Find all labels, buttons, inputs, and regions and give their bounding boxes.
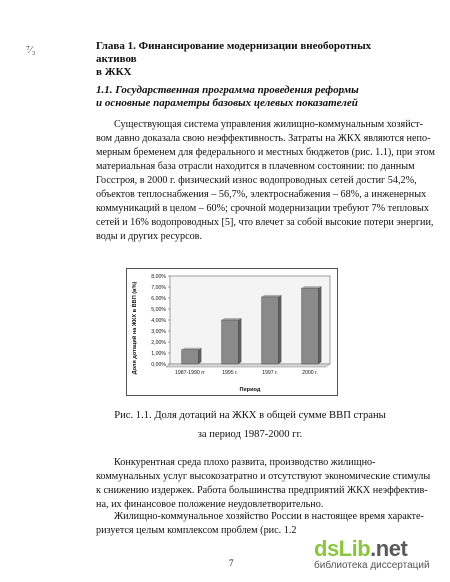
bar-chart — [126, 268, 338, 396]
bar — [262, 297, 279, 364]
bar-side — [318, 286, 321, 364]
figure-caption — [90, 406, 410, 444]
y-tick-label: 4,00% — [151, 317, 166, 324]
watermark-subtitle: библиотека диссертаций — [314, 560, 430, 571]
y-tick-label: 8,00% — [151, 273, 166, 280]
chart-floor — [166, 364, 330, 367]
section-title — [96, 84, 396, 110]
paragraph-line: Госстроя, в 2000 г. физический износ водопроводных сетей достиг 54,2%, — [96, 175, 417, 186]
paragraph-line: сетей и 16% водопроводных [5], что влечет за собой высокие потери энергии, — [96, 217, 434, 228]
x-tick-label: 2000 г. — [302, 370, 318, 376]
caption-line2: за период 1987-2000 гг. — [197, 429, 303, 440]
paragraph-line: мерным бременем для федерального и местных бюджетов (рис. 1.1), при этом — [96, 147, 435, 158]
bar-top — [182, 348, 202, 350]
paragraph-line: коммунальных услуг высокозатратно и отсутствуют экономические стимулы — [96, 471, 431, 482]
paragraph-2 — [96, 456, 431, 512]
bar — [222, 320, 239, 364]
y-tick-label: 2,00% — [151, 339, 166, 346]
bar — [302, 288, 319, 364]
bar-top — [262, 295, 282, 297]
page-number: 7 — [229, 558, 234, 568]
chapter-title — [96, 40, 396, 79]
section-title-line1: 1.1. Государственная программа проведения реформы — [96, 84, 359, 96]
paragraph-line: коммуникаций в целом – 60%; срочной модернизации требуют 7% тепловых — [96, 203, 429, 214]
bar-top — [302, 286, 322, 288]
watermark-logo — [314, 536, 407, 562]
paragraph-line: вом давно доказала свою неэффективность. Затраты на ЖКХ являются непо- — [96, 133, 431, 144]
bar — [182, 350, 199, 364]
y-tick-label: 7,00% — [151, 284, 166, 291]
paragraph-line: материальная база отрасли находится в плачевном состоянии: по данным — [96, 161, 415, 172]
chart-plot-area — [151, 274, 330, 376]
paragraph-line: Жилищно-коммунальное хозяйство России в настоящее время характе- — [114, 511, 424, 522]
x-tick-label: 1997 г. — [262, 370, 278, 376]
paragraph-line: объектов теплоснабжения – 56,7%, электроснабжения – 68%, а инженерных — [96, 189, 427, 200]
bar-side — [278, 295, 281, 364]
bar-side — [198, 348, 201, 364]
paragraph-1 — [96, 118, 435, 244]
y-tick-label: 5,00% — [151, 306, 166, 313]
paragraph-line: ризуется целым комплексом проблем (рис. 1.2 — [96, 525, 297, 536]
paragraph-3 — [96, 510, 424, 538]
x-tick-label: 1987-1990 гг — [174, 370, 206, 376]
x-tick-label: 1995 г. — [222, 370, 238, 376]
y-tick-label: 0,00% — [151, 361, 166, 368]
y-tick-label: 6,00% — [151, 295, 166, 302]
paragraph-line: Конкурентная среда плохо развита, производство жилищно- — [114, 457, 376, 468]
y-tick-label: 1,00% — [151, 350, 166, 357]
caption-line1: Рис. 1.1. Доля дотаций на ЖКХ в общей сумме ВВП страны — [114, 410, 386, 421]
paragraph-line: Существующая система управления жилищно-коммунальным хозяйст- — [114, 119, 424, 130]
paragraph-line: к снижению издержек. Работа большинства предприятий ЖКХ неэффектив- — [96, 485, 428, 496]
bar-top — [222, 318, 242, 320]
chapter-title-line2: в ЖКХ — [96, 66, 132, 78]
watermark-logo-part2: .net — [370, 536, 408, 561]
chapter-title-line1: Глава 1. Финансирование модернизации внеоборотных активов — [96, 40, 372, 65]
chart-ylabel: Доля дотаций на ЖКХ в ВВП (в%) — [132, 281, 138, 375]
chart-xlabel: Период — [239, 387, 261, 393]
corner-mark: ⁷⁄₃ — [26, 44, 36, 56]
watermark — [312, 536, 448, 576]
watermark-logo-part1: dsLib — [314, 536, 371, 561]
bar-side — [238, 318, 241, 364]
y-tick-label: 3,00% — [151, 328, 166, 335]
paragraph-line: на, их финансовое положение неудовлетворительно. — [96, 499, 324, 510]
section-title-line2: и основные параметры базовых целевых показателей — [96, 97, 358, 109]
paragraph-line: воды и других ресурсов. — [96, 231, 203, 242]
